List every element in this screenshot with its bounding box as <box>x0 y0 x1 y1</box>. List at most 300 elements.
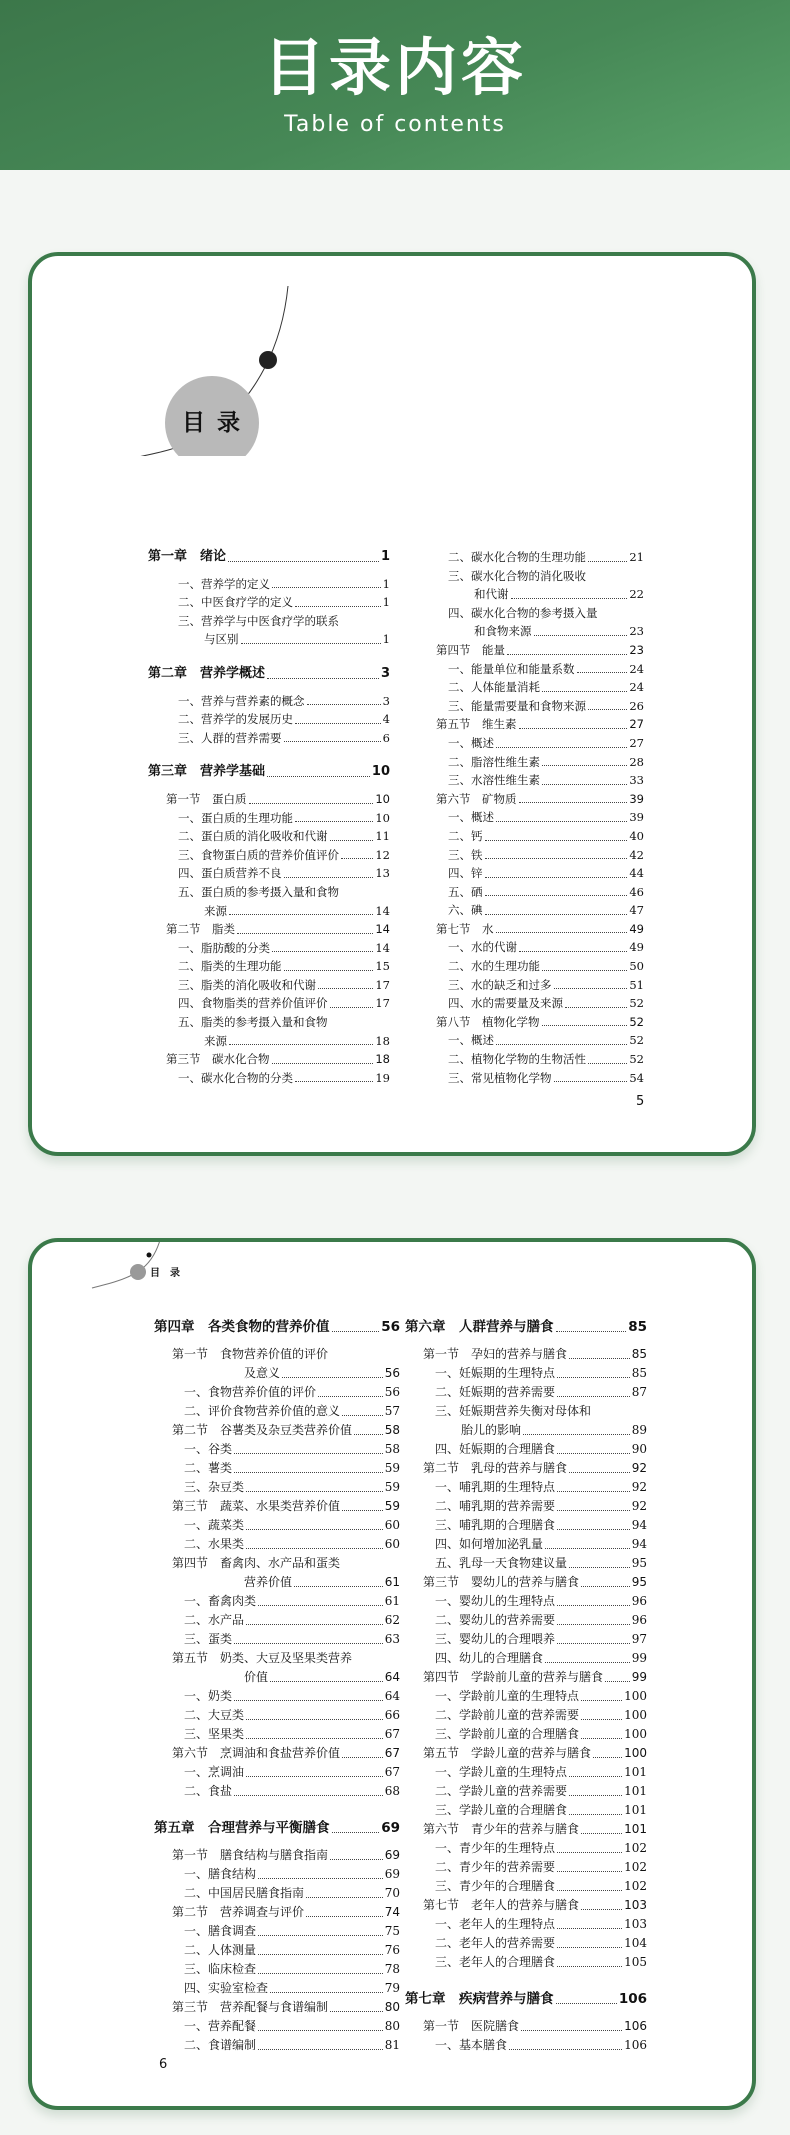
toc-entry-item[interactable] <box>154 1922 400 1941</box>
dot-leader <box>511 598 628 599</box>
toc-entry-section[interactable] <box>418 790 644 809</box>
toc-entry-item[interactable] <box>405 1478 647 1497</box>
toc-entry-item[interactable] <box>148 729 390 748</box>
dot-leader <box>284 741 381 742</box>
dot-leader <box>246 1738 383 1739</box>
dot-leader <box>557 1852 622 1853</box>
toc-entry-title: 三、妊娠期营养失衡对母体和 <box>435 1404 592 1418</box>
toc-entry-item[interactable] <box>405 1839 647 1858</box>
dot-leader <box>258 2049 383 2050</box>
toc-entry-item[interactable] <box>154 1592 400 1611</box>
toc-entry-section[interactable] <box>405 1459 647 1478</box>
toc-entry-item[interactable] <box>418 808 644 827</box>
toc-entry-section[interactable] <box>405 1820 647 1839</box>
dot-leader <box>267 776 370 777</box>
toc-page-number: 100 <box>624 1689 647 1703</box>
toc-entry-item[interactable] <box>418 697 644 716</box>
toc-entry-section[interactable] <box>154 1998 400 2017</box>
toc-page-number: 4 <box>382 712 390 727</box>
toc-page-number: 101 <box>624 1803 647 1817</box>
toc-entry-item[interactable] <box>418 1050 644 1069</box>
dot-leader <box>496 747 627 748</box>
toc-entry-section[interactable] <box>405 2017 647 2036</box>
toc-entry-title: 二、水的生理功能 <box>448 959 540 974</box>
toc-entry-item[interactable] <box>405 1725 647 1744</box>
toc-entry-title: 二、碳水化合物的生理功能 <box>448 550 586 564</box>
toc-page-number: 33 <box>629 773 644 788</box>
dot-leader <box>295 1081 373 1082</box>
toc-entry-item[interactable] <box>405 1915 647 1934</box>
toc-page-number: 78 <box>384 1962 400 1976</box>
dot-leader <box>557 1947 622 1948</box>
toc-entry-section[interactable] <box>418 920 644 939</box>
toc-entry-item[interactable] <box>418 753 644 772</box>
toc-entry-section[interactable] <box>405 1345 647 1364</box>
toc-entry-title: 一、营养配餐 <box>184 2019 257 2033</box>
toc-entry-title: 一、能量单位和能量系数 <box>448 661 575 676</box>
dot-leader <box>237 933 373 934</box>
toc-entry-item[interactable] <box>154 2036 400 2055</box>
toc-entry-title-cont: 营养价值 <box>244 1575 293 1589</box>
toc-entry-section[interactable] <box>154 1421 400 1440</box>
toc-page-number: 95 <box>631 1575 647 1589</box>
toc-entry-item[interactable] <box>148 710 390 729</box>
toc-entry-section[interactable] <box>154 1497 400 1516</box>
toc-entry-section[interactable] <box>148 920 390 939</box>
toc-entry-item[interactable] <box>148 846 390 865</box>
toc-entry-chapter[interactable] <box>148 763 390 782</box>
dot-leader <box>246 1719 383 1720</box>
toc-entry-section[interactable] <box>405 1668 647 1687</box>
toc-entry-item[interactable] <box>405 1364 647 1383</box>
dot-leader <box>581 1909 622 1910</box>
toc-entry-item[interactable] <box>418 604 644 641</box>
toc-entry-item[interactable] <box>148 692 390 711</box>
toc-page-number: 14 <box>375 940 390 955</box>
dot-leader <box>330 1007 374 1008</box>
toc-page-number: 10 <box>375 810 390 825</box>
toc-entry-section[interactable] <box>405 1896 647 1915</box>
toc-entry-title: 第六节 青少年的营养与膳食 <box>423 1822 580 1836</box>
toc-entry-title: 二、婴幼儿的营养需要 <box>435 1613 556 1627</box>
toc-entry-title: 第六节 烹调油和食盐营养价值 <box>172 1746 341 1760</box>
toc-entry-title: 一、蔬菜类 <box>184 1518 245 1532</box>
toc-page-number: 1 <box>382 595 390 610</box>
toc-entry-chapter[interactable] <box>405 1990 647 2009</box>
toc-entry-item[interactable] <box>418 864 644 883</box>
dot-leader <box>581 1833 622 1834</box>
toc-entry-item[interactable] <box>418 567 644 604</box>
dot-leader <box>565 1007 627 1008</box>
dot-leader <box>332 1832 380 1833</box>
toc-page-number: 10 <box>371 764 390 780</box>
page-number: 6 <box>159 2057 168 2072</box>
dot-leader <box>249 803 374 804</box>
toc-entry-item[interactable] <box>154 1611 400 1630</box>
toc-page-number: 52 <box>629 1052 644 1067</box>
toc-entry-title: 三、食物蛋白质的营养价值评价 <box>178 847 339 862</box>
toc-entry-item[interactable] <box>148 883 390 920</box>
dot-leader <box>569 1814 622 1815</box>
toc-entry-title: 三、铁 <box>448 847 483 862</box>
toc-entry-title: 四、水的需要量及来源 <box>448 996 563 1011</box>
toc-entry-section[interactable] <box>154 1903 400 1922</box>
toc-entry-chapter[interactable] <box>148 548 390 567</box>
toc-entry-title-cont: 来源 <box>204 1033 227 1048</box>
dot-leader <box>557 1871 622 1872</box>
toc-page-number: 106 <box>624 2038 647 2052</box>
toc-entry-item[interactable] <box>405 1877 647 1896</box>
toc-page-number: 51 <box>629 977 644 992</box>
toc-page-number: 14 <box>375 922 390 937</box>
dot-leader <box>267 678 379 679</box>
toc-entry-title: 第二节 营养调查与评价 <box>172 1905 305 1919</box>
dot-leader <box>272 951 373 952</box>
toc-entry-title: 三、碳水化合物的消化吸收 <box>448 568 586 583</box>
toc-entry-item[interactable] <box>418 957 644 976</box>
toc-entry-title: 第六章 人群营养与膳食 <box>405 1319 554 1335</box>
toc-entry-item[interactable] <box>418 1031 644 1050</box>
toc-entry-item[interactable] <box>418 771 644 790</box>
toc-entry-title: 一、青少年的生理特点 <box>435 1841 556 1855</box>
dot-leader <box>241 643 381 644</box>
toc-entry-title: 二、水果类 <box>184 1537 245 1551</box>
toc-entry-section[interactable] <box>148 790 390 809</box>
dot-leader <box>342 1415 383 1416</box>
toc-page-number: 13 <box>375 866 390 881</box>
toc-entry-item[interactable] <box>405 1953 647 1972</box>
toc-page-number: 87 <box>631 1385 647 1399</box>
dot-leader <box>246 1491 383 1492</box>
toc-page-number: 67 <box>384 1727 400 1741</box>
toc-entry-title: 第七节 水 <box>436 921 494 936</box>
toc-entry-title: 一、谷类 <box>184 1442 233 1456</box>
toc-entry-title: 四、碳水化合物的参考摄入量 <box>448 605 598 620</box>
toc-left-column <box>154 1300 400 2055</box>
toc-entry-title: 二、薯类 <box>184 1461 233 1475</box>
dot-leader <box>534 635 628 636</box>
toc-entry-title-cont: 价值 <box>244 1670 269 1684</box>
toc-entry-item[interactable] <box>405 1516 647 1535</box>
toc-entry-item[interactable] <box>405 1763 647 1782</box>
toc-entry-section[interactable] <box>405 1744 647 1763</box>
dot-leader <box>485 858 628 859</box>
toc-entry-title: 二、老年人的营养需要 <box>435 1936 556 1950</box>
toc-right-column <box>418 548 644 1087</box>
toc-entry-item[interactable] <box>148 957 390 976</box>
dot-leader <box>318 1396 383 1397</box>
toc-page-number: 19 <box>375 1070 390 1085</box>
toc-entry-title: 一、水的代谢 <box>448 940 517 955</box>
toc-entry-item[interactable] <box>405 1402 647 1440</box>
toc-entry-title-cont: 及意义 <box>244 1366 281 1380</box>
toc-page-number: 28 <box>629 754 644 769</box>
toc-page-number: 89 <box>631 1423 647 1437</box>
toc-page-number: 79 <box>384 1981 400 1995</box>
toc-entry-section[interactable] <box>418 641 644 660</box>
toc-entry-item[interactable] <box>405 1383 647 1402</box>
toc-page-number: 92 <box>631 1461 647 1475</box>
dot-leader <box>556 2003 617 2004</box>
toc-page-number: 3 <box>382 693 390 708</box>
toc-entry-item[interactable] <box>405 1706 647 1725</box>
toc-entry-item[interactable] <box>418 846 644 865</box>
toc-page-number: 94 <box>631 1518 647 1532</box>
toc-entry-title: 一、概述 <box>448 810 494 825</box>
toc-entry-item[interactable] <box>405 1801 647 1820</box>
dot-leader <box>557 1396 630 1397</box>
toc-entry-title: 第四节 学龄前儿童的营养与膳食 <box>423 1670 604 1684</box>
toc-page-number: 40 <box>629 828 644 843</box>
toc-entry-title: 第一章 绪论 <box>148 549 227 564</box>
toc-entry-title: 第一节 食物营养价值的评价 <box>172 1347 329 1361</box>
dot-leader <box>496 1044 627 1045</box>
toc-page-number: 21 <box>629 550 644 564</box>
toc-entry-section[interactable] <box>405 1573 647 1592</box>
toc-page-number: 59 <box>384 1499 400 1513</box>
toc-entry-item[interactable] <box>418 827 644 846</box>
toc-entry-item[interactable] <box>154 1884 400 1903</box>
toc-entry-title: 第三章 营养学基础 <box>148 764 266 780</box>
toc-entry-title: 一、婴幼儿的生理特点 <box>435 1594 556 1608</box>
toc-entry-item[interactable] <box>405 1630 647 1649</box>
toc-entry-item[interactable] <box>405 1611 647 1630</box>
toc-entry-item[interactable] <box>148 1069 390 1088</box>
toc-entry-title: 一、碳水化合物的分类 <box>178 1070 293 1085</box>
toc-entry-item[interactable] <box>405 1592 647 1611</box>
toc-entry-item[interactable] <box>405 2036 647 2055</box>
toc-entry-title: 三、营养学与中医食疗学的联系 <box>178 613 339 628</box>
toc-entry-item[interactable] <box>154 1865 400 1884</box>
toc-entry-title: 五、硒 <box>448 884 483 899</box>
toc-entry-title: 一、畜禽肉类 <box>184 1594 257 1608</box>
toc-entry-title: 第二节 脂类 <box>166 922 235 937</box>
toc-page-number: 67 <box>384 1746 400 1760</box>
toc-entry-title: 第三节 蔬菜、水果类营养价值 <box>172 1499 341 1513</box>
dot-leader <box>246 1548 383 1549</box>
toc-entry-title: 六、碘 <box>448 903 483 918</box>
toc-page-number: 59 <box>384 1461 400 1475</box>
toc-entry-item[interactable] <box>154 1440 400 1459</box>
toc-entry-item[interactable] <box>148 575 390 594</box>
toc-entry-title: 三、人群的营养需要 <box>178 730 282 745</box>
toc-entry-title: 第五章 合理营养与平衡膳食 <box>154 1820 330 1836</box>
toc-entry-item[interactable] <box>405 1440 647 1459</box>
toc-entry-title: 三、蛋类 <box>184 1632 233 1646</box>
toc-entry-item[interactable] <box>154 1763 400 1782</box>
toc-entry-section[interactable] <box>154 1554 400 1592</box>
toc-page-number: 68 <box>384 1784 400 1798</box>
toc-entry-item[interactable] <box>154 1725 400 1744</box>
toc-entry-section[interactable] <box>418 1013 644 1032</box>
toc-entry-item[interactable] <box>148 827 390 846</box>
toc-page-number: 62 <box>384 1613 400 1627</box>
dot-leader <box>577 672 628 673</box>
dot-leader <box>342 1757 383 1758</box>
toc-entry-item[interactable] <box>418 1069 644 1088</box>
toc-page-number: 101 <box>624 1822 647 1836</box>
toc-entry-item[interactable] <box>418 938 644 957</box>
dot-leader <box>557 1928 622 1929</box>
toc-entry-item[interactable] <box>405 1934 647 1953</box>
toc-entry-title: 第四章 各类食物的营养价值 <box>154 1319 330 1335</box>
dot-leader <box>554 988 628 989</box>
toc-entry-item[interactable] <box>405 1497 647 1516</box>
toc-entry-title: 二、人体能量消耗 <box>448 680 540 695</box>
toc-entry-item[interactable] <box>148 976 390 995</box>
toc-entry-item[interactable] <box>148 939 390 958</box>
dot-leader <box>330 840 374 841</box>
toc-page-number: 99 <box>631 1670 647 1684</box>
dot-leader <box>228 561 379 562</box>
dot-leader <box>557 1529 630 1530</box>
toc-entry-item[interactable] <box>418 994 644 1013</box>
toc-entry-title: 二、青少年的营养需要 <box>435 1860 556 1874</box>
toc-page-card-1 <box>28 252 756 1156</box>
toc-entry-section[interactable] <box>154 1345 400 1383</box>
toc-page-number: 58 <box>384 1423 400 1437</box>
toc-entry-item[interactable] <box>154 1459 400 1478</box>
toc-page-number: 1 <box>382 632 390 647</box>
toc-entry-item[interactable] <box>154 1383 400 1402</box>
toc-entry-title: 三、杂豆类 <box>184 1480 245 1494</box>
toc-page-card-2 <box>28 1238 756 2110</box>
toc-entry-title: 第二章 营养学概述 <box>148 665 266 681</box>
toc-entry-item[interactable] <box>405 1649 647 1668</box>
toc-entry-item[interactable] <box>418 548 644 567</box>
toc-entry-title: 一、蛋白质的生理功能 <box>178 810 293 825</box>
toc-entry-title: 五、蛋白质的参考摄入量和食物 <box>178 884 339 899</box>
toc-entry-chapter[interactable] <box>148 665 390 684</box>
toc-entry-title: 二、中医食疗学的定义 <box>178 595 293 610</box>
toc-entry-item[interactable] <box>405 1535 647 1554</box>
dot-leader <box>542 784 627 785</box>
toc-entry-chapter[interactable] <box>405 1318 647 1337</box>
toc-entry-item[interactable] <box>154 1516 400 1535</box>
toc-entry-title: 一、膳食调查 <box>184 1924 257 1938</box>
dot-leader <box>234 1700 383 1701</box>
toc-entry-section[interactable] <box>418 715 644 734</box>
dot-leader <box>234 1453 383 1454</box>
toc-entry-item[interactable] <box>154 1402 400 1421</box>
toc-page-number: 94 <box>631 1537 647 1551</box>
chapter-orbit-decoration-icon <box>32 1242 232 1302</box>
toc-entry-item[interactable] <box>418 901 644 920</box>
toc-entry-item[interactable] <box>154 1706 400 1725</box>
toc-entry-item[interactable] <box>405 1858 647 1877</box>
toc-entry-item[interactable] <box>154 1687 400 1706</box>
toc-page-number: 63 <box>384 1632 400 1646</box>
dot-leader <box>246 1776 383 1777</box>
toc-page-number: 10 <box>375 791 390 806</box>
toc-entry-item[interactable] <box>418 660 644 679</box>
toc-entry-section[interactable] <box>154 1649 400 1687</box>
toc-entry-title: 四、妊娠期的合理膳食 <box>435 1442 556 1456</box>
toc-page-number: 61 <box>384 1594 400 1608</box>
toc-entry-title: 一、妊娠期的生理特点 <box>435 1366 556 1380</box>
toc-entry-title: 第二节 乳母的营养与膳食 <box>423 1461 568 1475</box>
toc-page-number: 44 <box>629 866 644 881</box>
toc-entry-title: 第四节 畜禽肉、水产品和蛋类 <box>172 1556 341 1570</box>
dot-leader <box>330 2011 383 2012</box>
toc-entry-item[interactable] <box>405 1687 647 1706</box>
toc-entry-chapter[interactable] <box>154 1318 400 1337</box>
dot-leader <box>330 1859 383 1860</box>
toc-entry-item[interactable] <box>154 1535 400 1554</box>
toc-entry-item[interactable] <box>148 809 390 828</box>
toc-entry-title: 第一节 医院膳食 <box>423 2019 520 2033</box>
toc-entry-item[interactable] <box>154 1630 400 1649</box>
toc-entry-title: 四、幼儿的合理膳食 <box>435 1651 544 1665</box>
toc-entry-title: 一、哺乳期的生理特点 <box>435 1480 556 1494</box>
dot-leader <box>557 1966 622 1967</box>
dot-leader <box>229 1044 373 1045</box>
toc-page-number: 39 <box>629 810 644 825</box>
toc-page-number: 50 <box>629 959 644 974</box>
toc-entry-title: 第八节 植物化学物 <box>436 1014 540 1029</box>
dot-leader <box>581 1738 622 1739</box>
toc-entry-item[interactable] <box>148 864 390 883</box>
toc-page-number: 104 <box>624 1936 647 1950</box>
toc-page-number: 60 <box>384 1537 400 1551</box>
toc-entry-item[interactable] <box>405 1782 647 1801</box>
toc-entry-title: 二、水产品 <box>184 1613 245 1627</box>
toc-entry-title: 二、哺乳期的营养需要 <box>435 1499 556 1513</box>
toc-entry-item[interactable] <box>405 1554 647 1573</box>
toc-entry-chapter[interactable] <box>154 1819 400 1838</box>
toc-entry-title: 四、实验室检查 <box>184 1981 269 1995</box>
dot-leader <box>588 1063 627 1064</box>
toc-entry-item[interactable] <box>148 612 390 649</box>
toc-entry-section[interactable] <box>148 1050 390 1069</box>
toc-entry-item[interactable] <box>154 1478 400 1497</box>
toc-entry-item[interactable] <box>154 1979 400 1998</box>
toc-entry-title: 第四节 能量 <box>436 642 505 657</box>
toc-page-number: 58 <box>384 1442 400 1456</box>
toc-page-number: 61 <box>384 1575 400 1589</box>
toc-entry-item[interactable] <box>154 1960 400 1979</box>
toc-entry-title: 第三节 婴幼儿的营养与膳食 <box>423 1575 580 1589</box>
toc-entry-item[interactable] <box>148 593 390 612</box>
toc-entry-item[interactable] <box>418 883 644 902</box>
toc-entry-section[interactable] <box>154 1846 400 1865</box>
toc-entry-title: 二、评价食物营养价值的意义 <box>184 1404 341 1418</box>
toc-page-number: 39 <box>629 791 644 806</box>
dot-leader <box>557 1605 630 1606</box>
toc-page-number: 95 <box>631 1556 647 1570</box>
dot-leader <box>258 1954 383 1955</box>
dot-leader <box>284 877 374 878</box>
dot-leader <box>593 1757 622 1758</box>
toc-left-column <box>148 548 390 1087</box>
toc-entry-item[interactable] <box>154 1782 400 1801</box>
toc-entry-item[interactable] <box>148 994 390 1013</box>
toc-page-number: 103 <box>624 1898 647 1912</box>
toc-entry-item[interactable] <box>148 1013 390 1050</box>
toc-entry-item[interactable] <box>154 2017 400 2036</box>
toc-entry-title: 二、脂溶性维生素 <box>448 754 540 769</box>
toc-entry-title: 二、人体测量 <box>184 1943 257 1957</box>
toc-entry-item[interactable] <box>418 734 644 753</box>
toc-page-number: 69 <box>384 1848 400 1862</box>
toc-entry-item[interactable] <box>418 678 644 697</box>
toc-entry-section[interactable] <box>154 1744 400 1763</box>
toc-entry-item[interactable] <box>154 1941 400 1960</box>
toc-page-number: 64 <box>384 1689 400 1703</box>
toc-entry-item[interactable] <box>418 976 644 995</box>
toc-page-number: 57 <box>384 1404 400 1418</box>
toc-entry-title: 三、脂类的消化吸收和代谢 <box>178 977 316 992</box>
